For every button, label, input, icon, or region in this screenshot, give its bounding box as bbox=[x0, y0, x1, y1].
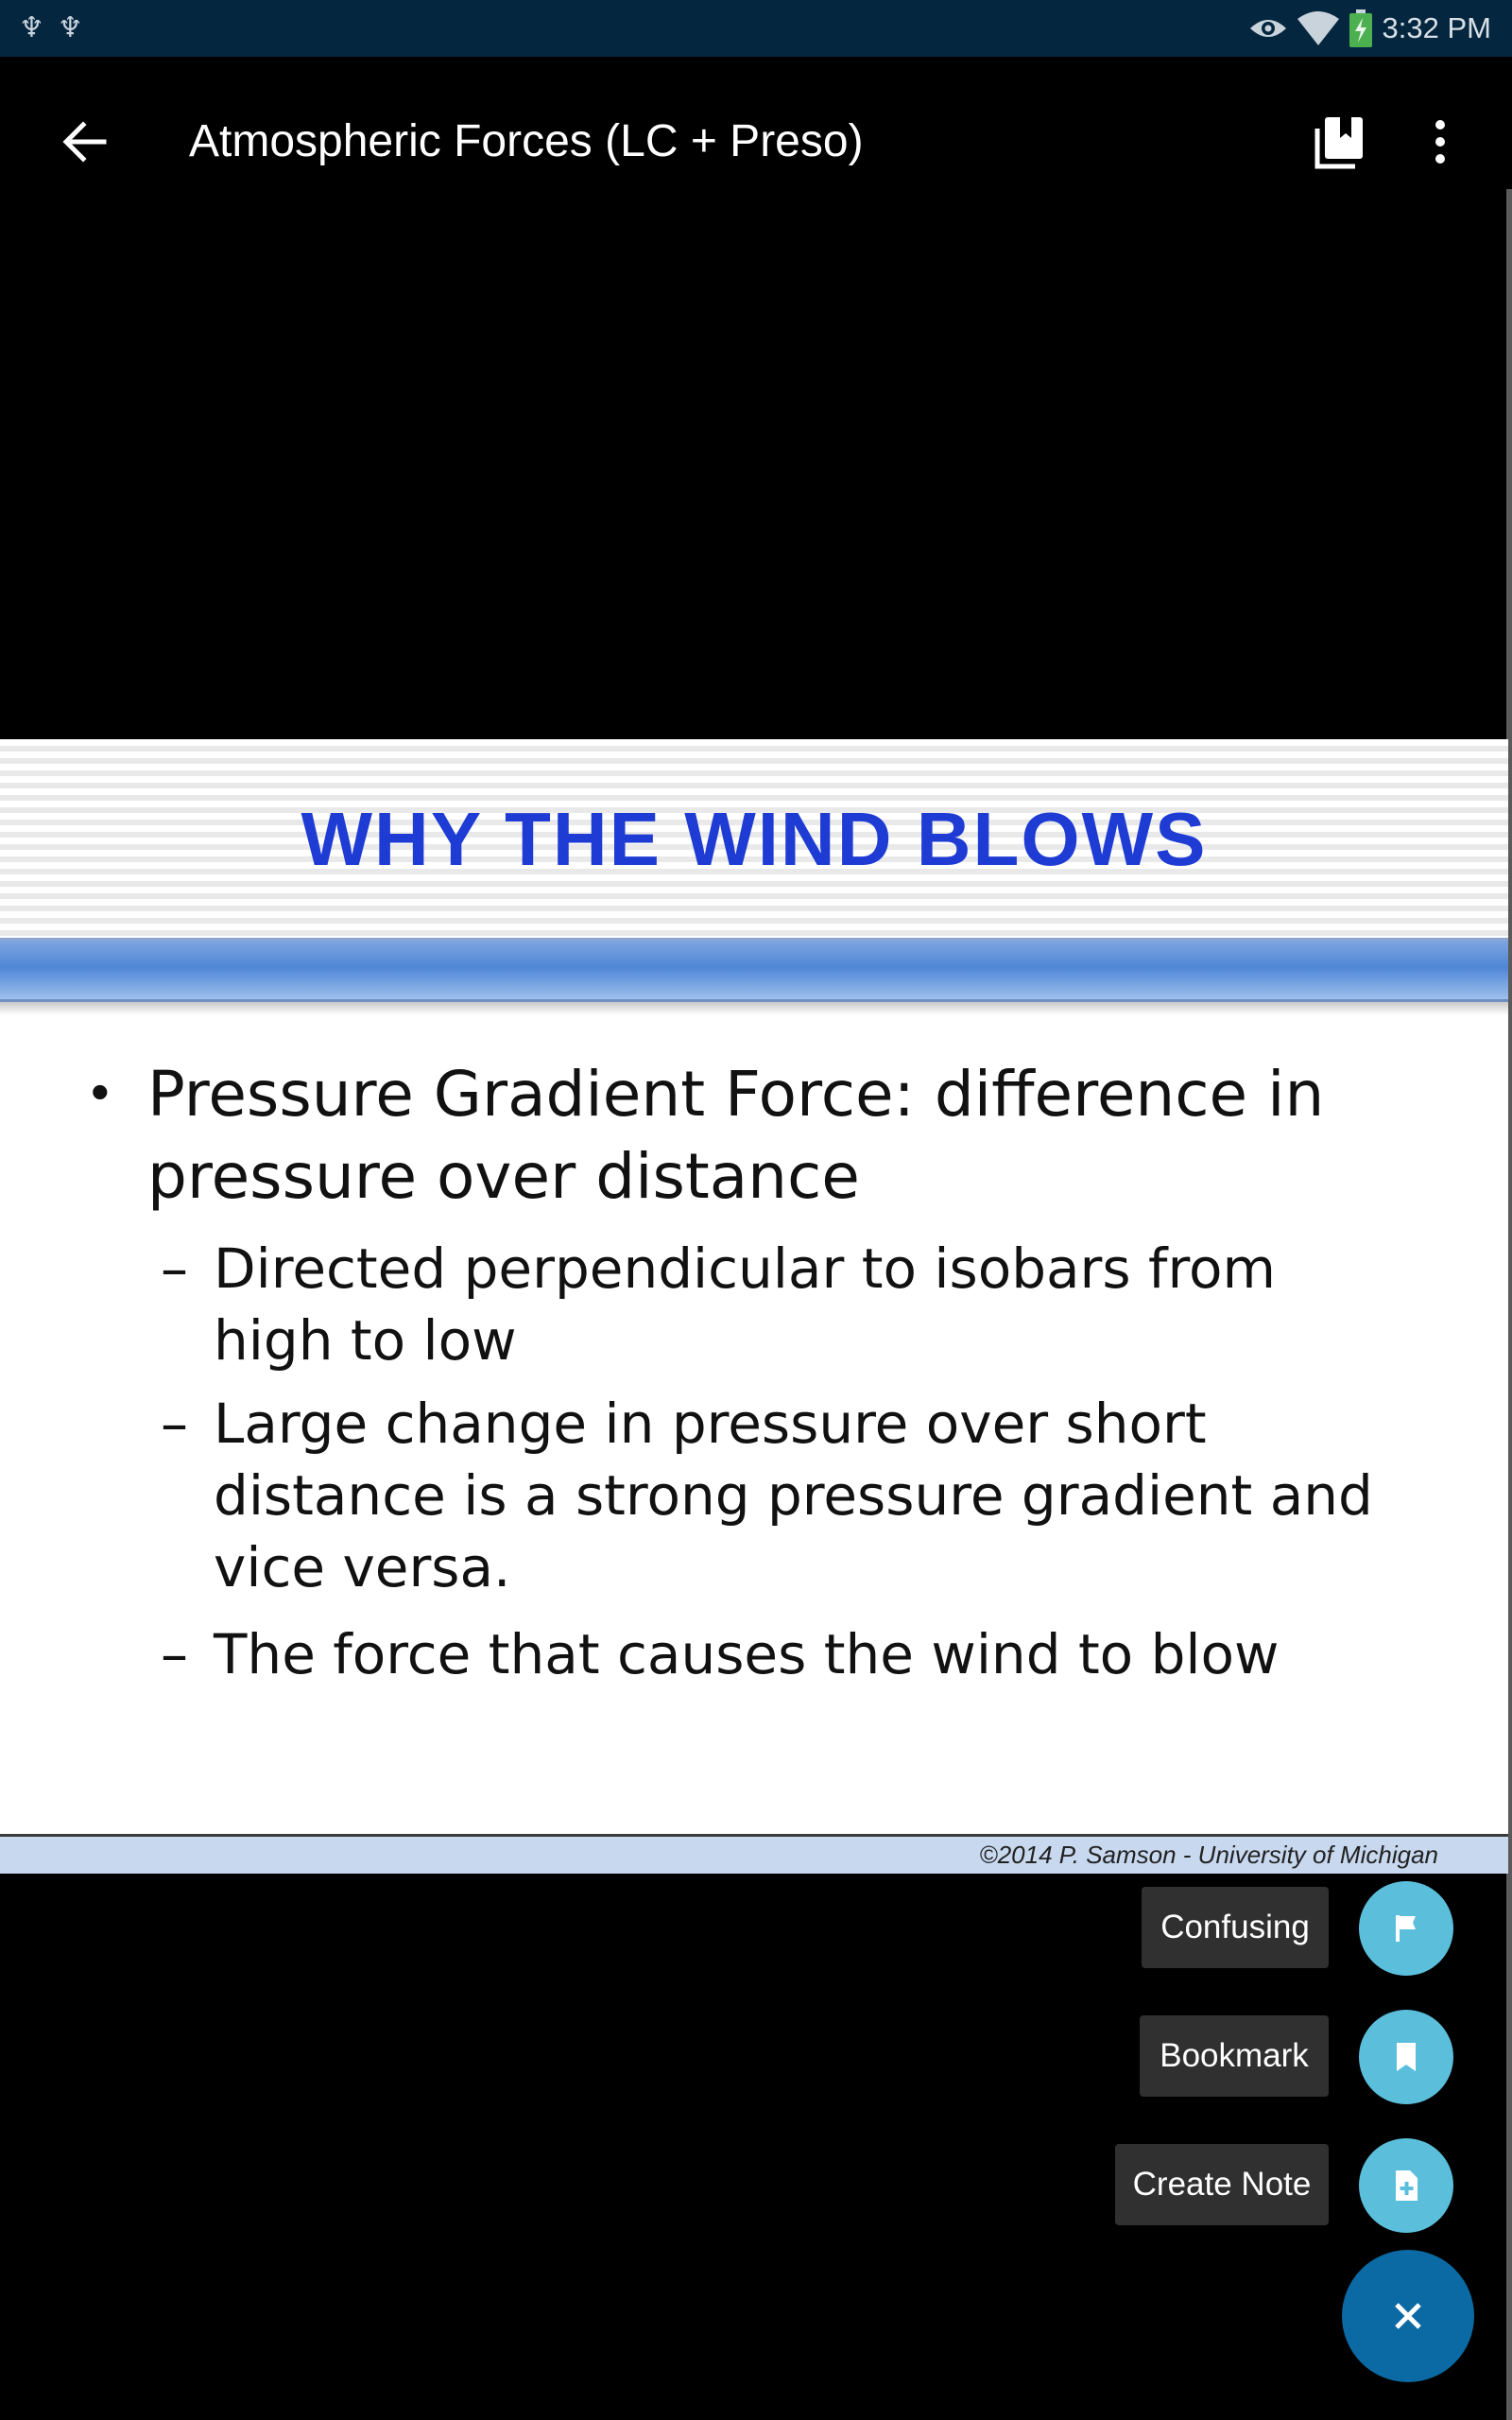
flag-icon bbox=[1387, 1910, 1425, 1947]
usb-icon: ♆ bbox=[57, 11, 83, 44]
back-button[interactable] bbox=[47, 104, 123, 180]
sub-bullet-dash: – bbox=[161, 1392, 188, 1456]
copyright-text: ©2014 P. Samson - University of Michigan bbox=[979, 1841, 1438, 1869]
sub-bullet-dash: – bbox=[161, 1622, 188, 1686]
bookmarks-icon bbox=[1304, 104, 1380, 180]
bullet-dot: • bbox=[91, 1062, 110, 1121]
page-title: Atmospheric Forces (LC + Preso) bbox=[189, 116, 864, 166]
close-fab-button[interactable] bbox=[1342, 2250, 1474, 2382]
status-left-icons bbox=[19, 11, 83, 45]
sub-bullet-dash: – bbox=[161, 1236, 188, 1301]
sub-bullet-text: Directed perpendicular to isobars from high to low bbox=[214, 1236, 1277, 1373]
note-add-icon bbox=[1387, 2167, 1425, 2204]
bookmarks-button[interactable] bbox=[1304, 104, 1380, 180]
create-note-button[interactable] bbox=[1359, 2138, 1453, 2233]
arrow-back-icon bbox=[47, 104, 123, 180]
status-right bbox=[1248, 0, 1491, 57]
more-options-button[interactable] bbox=[1402, 104, 1478, 180]
confusing-label[interactable]: Confusing bbox=[1142, 1887, 1329, 1968]
slide-image bbox=[0, 739, 1508, 1874]
slide-body bbox=[0, 739, 1508, 1874]
battery-charging-icon bbox=[1349, 9, 1373, 47]
more-vert-icon bbox=[1402, 104, 1478, 180]
slide-title: WHY THE WIND BLOWS bbox=[301, 797, 1208, 881]
main-bullet: Pressure Gradient Force: difference in pressure over distance bbox=[147, 1058, 1325, 1213]
sub-bullet-text: The force that causes the wind to blow bbox=[214, 1622, 1280, 1686]
bookmark-label[interactable]: Bookmark bbox=[1140, 2015, 1329, 2097]
usb-icon: ♆ bbox=[19, 11, 44, 44]
confusing-button[interactable] bbox=[1359, 1881, 1453, 1976]
eye-icon bbox=[1248, 14, 1288, 43]
sub-bullet-text: Large change in pressure over short distance is a strong pressure gradient and vice versa. bbox=[214, 1392, 1373, 1599]
create-note-label[interactable]: Create Note bbox=[1115, 2144, 1329, 2225]
bookmark-icon bbox=[1387, 2038, 1425, 2076]
wifi-icon bbox=[1297, 11, 1339, 45]
slide-footer bbox=[0, 1834, 1508, 1874]
status-time: 3:32 PM bbox=[1382, 11, 1491, 44]
status-bar bbox=[0, 0, 1512, 57]
bookmark-button[interactable] bbox=[1359, 2010, 1453, 2104]
app-bar bbox=[0, 57, 1512, 210]
close-icon bbox=[1387, 2295, 1429, 2337]
